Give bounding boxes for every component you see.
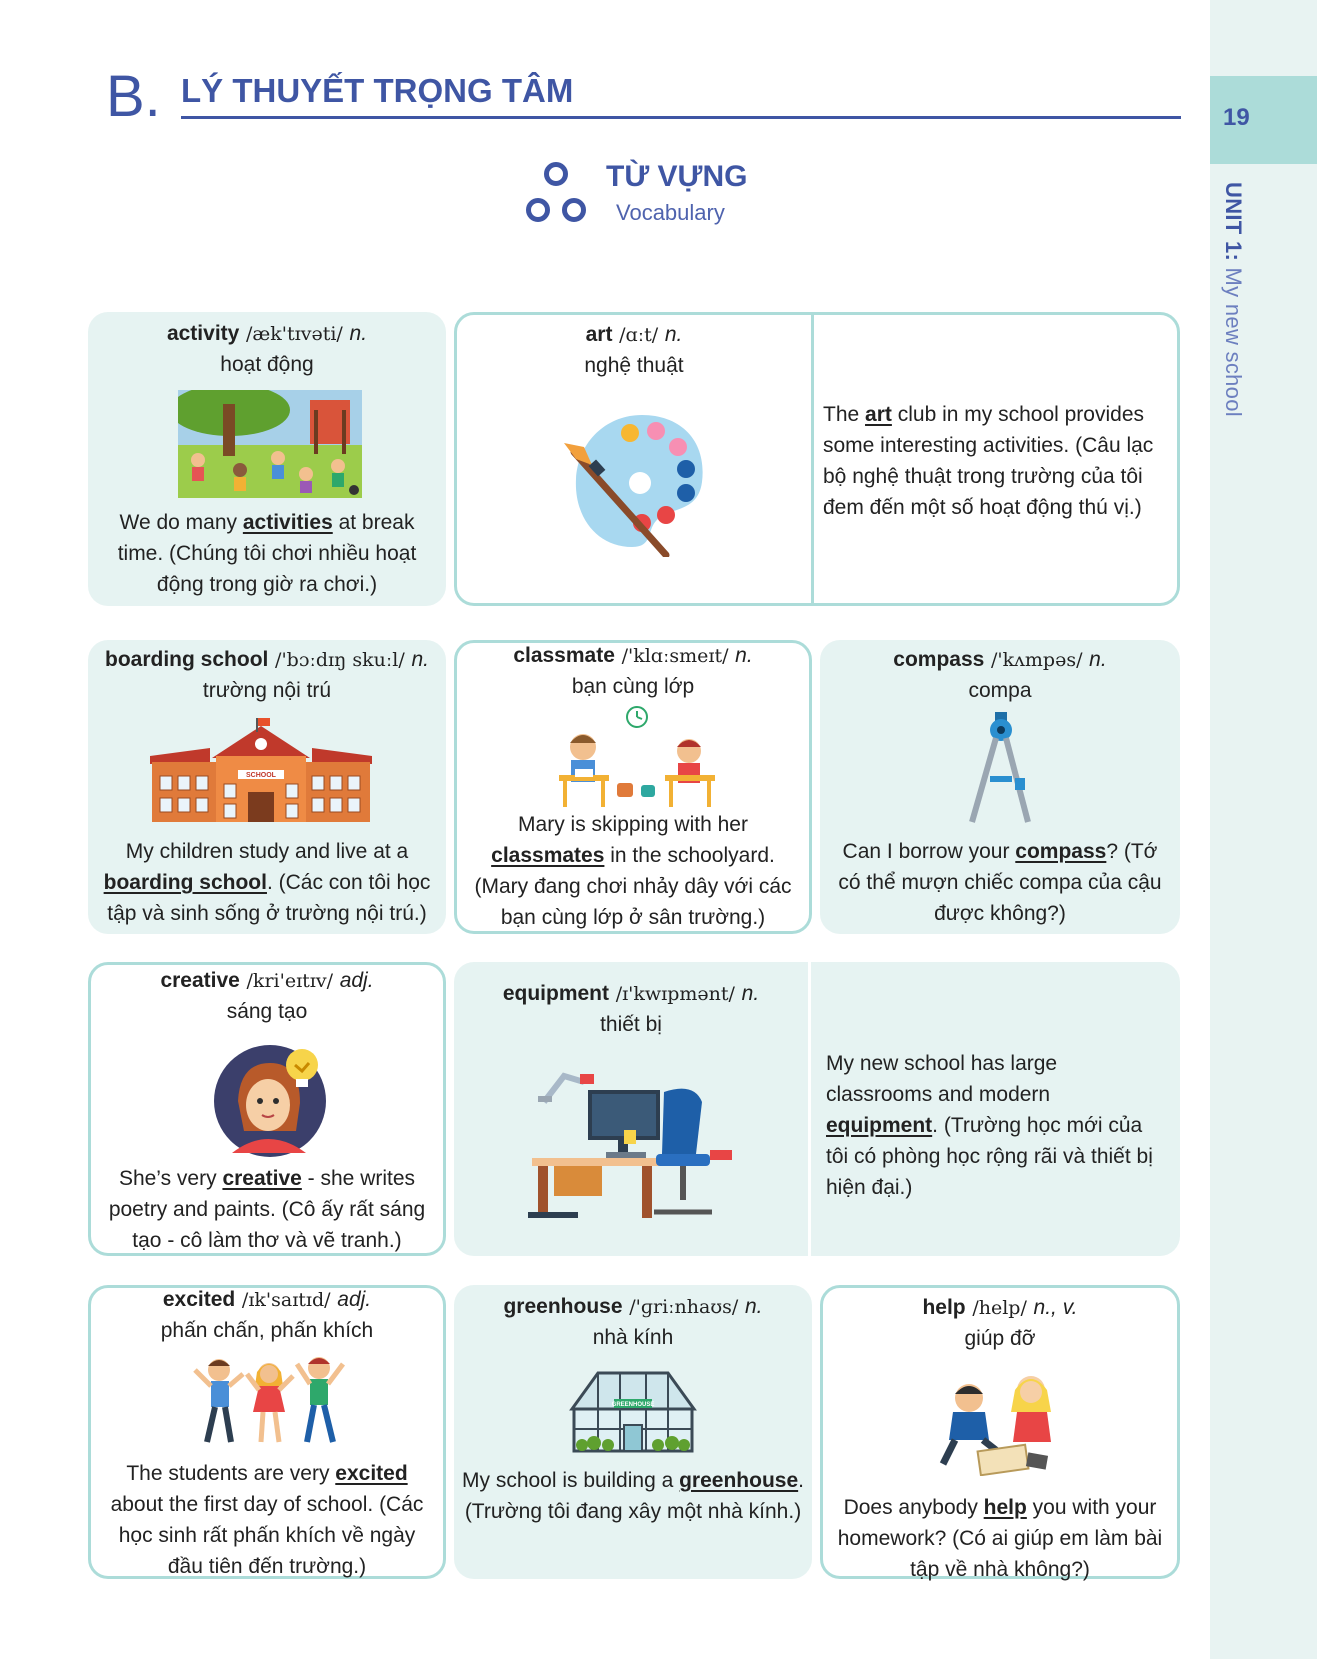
vocab-pos: adj. <box>337 1288 372 1311</box>
vocab-ipa: /'bɔːdɪŋ skuːl/ <box>275 649 405 671</box>
vocab-ipa: /ɪ'kwɪpmənt/ <box>615 983 735 1005</box>
vocab-meaning: bạn cùng lớp <box>571 675 695 698</box>
vocab-ipa: /ɪk'saɪtɪd/ <box>241 1289 331 1311</box>
vocab-pos: n. <box>744 1295 763 1318</box>
vocab-keyword: creative <box>222 1167 302 1190</box>
card-head <box>91 1284 443 1315</box>
kids-helping-homework-illustration <box>935 1368 1065 1476</box>
unit-title: My new school <box>1221 267 1246 417</box>
greenhouse-sign-text: GREENHOUSE <box>611 1402 655 1408</box>
vocab-word: compass <box>893 648 985 671</box>
vocab-meaning: compa <box>968 679 1032 702</box>
classmates-at-desks-illustration <box>557 705 717 813</box>
card-head <box>454 1291 812 1322</box>
card-head <box>88 318 446 349</box>
unit-number: UNIT 1: <box>1221 182 1246 262</box>
card-head <box>91 965 443 996</box>
vocab-pos: n., v. <box>1033 1296 1078 1319</box>
vocab-ipa: /'ɡriːnhaʊs/ <box>629 1296 739 1318</box>
vocab-example: Mary is skipping with her classmates in the schoolyard. (Mary đang chơi nhảy dây với các bạn cùng lớp ở sân trường.) <box>474 813 792 929</box>
section-rule <box>181 116 1181 119</box>
vocab-example: My new school has large classrooms and modern equipment. (Trường học mới của tôi có phòng học rộng rãi và thiết bị hiện đại.) <box>826 1052 1153 1199</box>
vocab-meaning: giúp đỡ <box>964 1327 1036 1350</box>
vocab-keyword: equipment <box>826 1114 933 1137</box>
vocab-example: Can I borrow your compass? (Tớ có thể mượn chiếc compa của cậu được không?) <box>838 840 1162 925</box>
vocab-meaning: trường nội trú <box>202 679 332 702</box>
card-compass <box>820 640 1180 934</box>
page-number: 19 <box>1223 104 1250 131</box>
card-creative <box>88 962 446 1256</box>
vocab-pos: n. <box>664 323 683 346</box>
card-head <box>457 640 809 671</box>
vocab-word: art <box>585 323 613 346</box>
vocab-pos: n. <box>735 644 753 667</box>
drawing-compass-icon <box>966 712 1036 830</box>
vocab-word: excited <box>162 1288 236 1311</box>
card-head <box>454 978 808 1009</box>
vocab-pos: n. <box>411 648 429 671</box>
paint-palette-icon <box>562 407 712 557</box>
vocab-meaning: sáng tạo <box>226 1000 308 1023</box>
vocab-ipa: /ɑːt/ <box>619 324 659 346</box>
vocab-keyword: greenhouse <box>679 1469 799 1492</box>
vocab-word: activity <box>166 322 240 345</box>
vocab-pos: n. <box>741 982 760 1005</box>
card-equipment <box>454 962 1180 1256</box>
vocab-word: help <box>922 1296 966 1319</box>
vocab-meaning: hoạt động <box>220 353 314 376</box>
vocab-ipa: /'klɑːsmeɪt/ <box>621 645 729 667</box>
kids-playground-illustration <box>178 390 362 498</box>
vocab-example: She’s very creative - she writes poetry and paints. (Cô ấy rất sáng tạo - cô làm thơ và vẽ tranh.) <box>108 1167 426 1252</box>
vocab-pos: n. <box>349 322 368 345</box>
card-head <box>820 644 1180 675</box>
school-sign-text: SCHOOL <box>246 772 276 779</box>
card-boarding-school <box>88 640 446 934</box>
girl-lightbulb-illustration <box>210 1041 330 1161</box>
vocab-word: greenhouse <box>503 1295 623 1318</box>
vocab-pos: adj. <box>339 969 374 992</box>
vocab-example: My school is building a greenhouse. (Trường tôi đang xây một nhà kính.) <box>462 1469 804 1523</box>
vocab-meaning: nghệ thuật <box>584 354 684 377</box>
card-head <box>88 644 446 675</box>
card-art <box>454 312 1180 606</box>
vocab-word: equipment <box>502 982 609 1005</box>
school-building-illustration <box>150 718 372 824</box>
card-greenhouse <box>454 1285 812 1579</box>
vocab-keyword: compass <box>1015 840 1107 863</box>
vocab-keyword: art <box>865 403 892 426</box>
desk-computer-chair-illustration <box>524 1062 738 1222</box>
excited-kids-illustration <box>189 1352 349 1448</box>
vocab-word: creative <box>160 969 240 992</box>
vocab-example: My children study and live at a boarding school. (Các con tôi học tập và sinh sống ở trường nội trú.) <box>103 840 431 925</box>
card-help <box>820 1285 1180 1579</box>
vocab-word: boarding school <box>105 648 269 671</box>
vocab-title: TỪ VỰNG <box>606 160 748 193</box>
vocab-example: The students are very excited about the first day of school. (Các học sinh rất phấn khích về ngày đầu tiên đến trường.) <box>110 1462 424 1578</box>
vocab-word: classmate <box>513 644 615 667</box>
card-excited <box>88 1285 446 1579</box>
vocab-meaning: phấn chấn, phấn khích <box>160 1319 374 1342</box>
vocab-keyword: classmates <box>491 844 605 867</box>
card-head <box>457 319 811 350</box>
card-activity <box>88 312 446 606</box>
vocab-keyword: activities <box>242 511 333 534</box>
vocab-keyword: help <box>983 1496 1027 1519</box>
vocab-keyword: boarding school <box>103 871 267 894</box>
vocab-ipa: /æk'tɪvəti/ <box>246 323 343 345</box>
section-letter: B. <box>106 64 161 129</box>
vocab-example: We do many activities at break time. (Chúng tôi chơi nhiều hoạt động trong giờ ra chơi.) <box>117 511 417 596</box>
card-head <box>823 1292 1177 1323</box>
section-title: LÝ THUYẾT TRỌNG TÂM <box>181 72 574 109</box>
vocab-ipa: /'kʌmpəs/ <box>991 649 1083 671</box>
unit-label <box>1220 182 1246 417</box>
vocab-subtitle: Vocabulary <box>616 200 725 225</box>
vocab-keyword: excited <box>335 1462 408 1485</box>
greenhouse-illustration <box>568 1369 698 1455</box>
vocab-example: The art club in my school provides some interesting activities. (Câu lạc bộ nghệ thuật trong trường của tôi đem đến một số hoạt động thú vị.) <box>823 403 1154 519</box>
vocab-ipa: /kri'eɪtɪv/ <box>246 970 333 992</box>
vocab-ipa: /help/ <box>972 1297 1027 1319</box>
vocab-meaning: thiết bị <box>600 1013 662 1036</box>
vocab-example: Does anybody help you with your homework? (Có ai giúp em làm bài tập về nhà không?) <box>837 1496 1163 1581</box>
card-classmate <box>454 640 812 934</box>
vocab-pos: n. <box>1089 648 1107 671</box>
vocab-meaning: nhà kính <box>592 1326 674 1349</box>
vocab-dots-icon <box>524 162 588 226</box>
